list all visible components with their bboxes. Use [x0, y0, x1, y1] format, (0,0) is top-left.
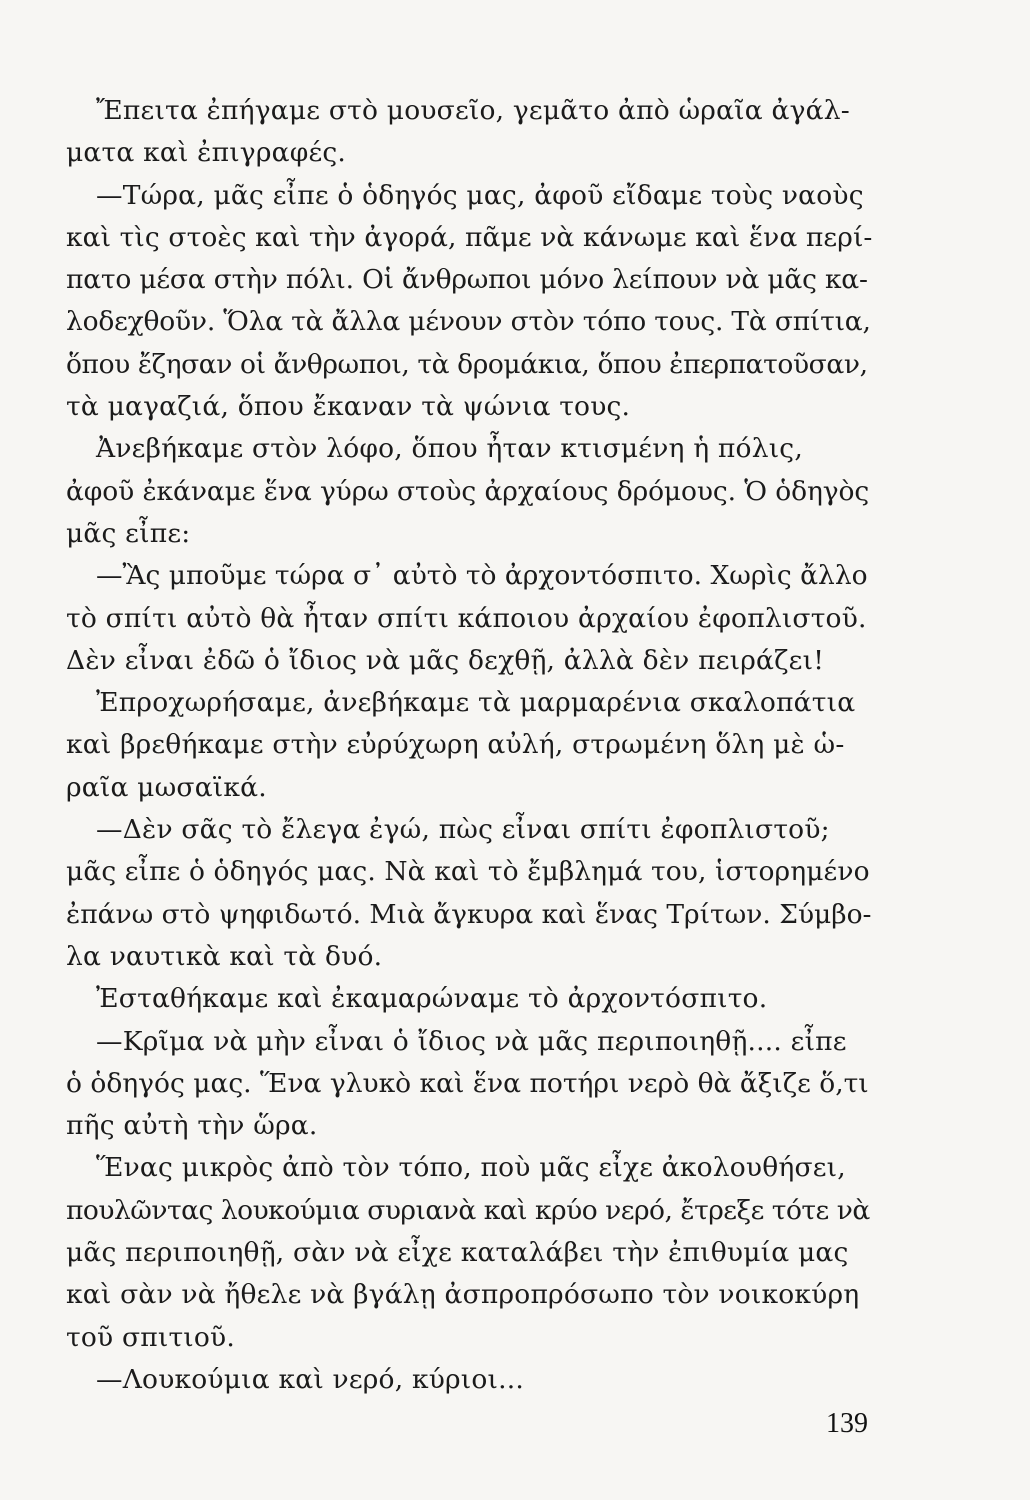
text-line: λα ναυτικὰ καὶ τὰ δυό. — [66, 940, 383, 972]
text-line: ραῖα μωσαϊκά. — [66, 771, 267, 803]
text-line: —Λουκούμια καὶ νερό, κύριοι... — [96, 1363, 525, 1395]
text-line: καὶ τὶς στοὲς καὶ τὴν ἀγορά, πᾶμε νὰ κάνωμε καὶ ἕνα περί- — [66, 221, 873, 253]
text-line: καὶ βρεθήκαμε στὴν εὐρύχωρη αὐλή, στρωμένη ὅλη μὲ ὡ- — [66, 729, 845, 761]
text-line: τὰ μαγαζιά, ὅπου ἔκαναν τὰ ψώνια τους. — [66, 391, 631, 423]
text-line: ὁ ὁδηγός μας. Ἕνα γλυκὸ καὶ ἕνα ποτήρι νερὸ θὰ ἄξιζε ὅ,τι — [66, 1067, 869, 1099]
text-line: καὶ σὰν νὰ ἤθελε νὰ βγάλῃ ἀσπροπρόσωπο τὸν νοικοκύρη — [66, 1279, 860, 1311]
text-line: ὅπου ἔζησαν οἱ ἄνθρωποι, τὰ δρομάκια, ὅπου ἐπερπατοῦσαν, — [66, 348, 868, 380]
text-line: —Δὲν σᾶς τὸ ἔλεγα ἐγώ, πὼς εἶναι σπίτι ἐφοπλιστοῦ; — [96, 814, 830, 846]
text-line: μᾶς εἶπε ὁ ὁδηγός μας. Νὰ καὶ τὸ ἔμβλημά του, ἱστορημένο — [66, 856, 870, 888]
page-number: 139 — [826, 1408, 868, 1439]
text-line: Ἔπειτα ἐπήγαμε στὸ μουσεῖο, γεμᾶτο ἀπὸ ὡραῖα ἀγάλ- — [96, 95, 850, 126]
text-line: Ἀνεβήκαμε στὸν λόφο, ὅπου ἦταν κτισμένη ἡ πόλις, — [96, 433, 803, 465]
text-line: μᾶς εἶπε: — [66, 517, 191, 549]
text-line: Ἐσταθήκαμε καὶ ἐκαμαρώναμε τὸ ἀρχοντόσπιτο. — [96, 983, 768, 1015]
text-line: —Ἂς μποῦμε τώρα σ᾽ αὐτὸ τὸ ἀρχοντόσπιτο. Χωρὶς ἄλλο — [96, 560, 868, 592]
text-line: τοῦ σπιτιοῦ. — [66, 1321, 235, 1353]
text-line: πουλῶντας λουκούμια συριανὰ καὶ κρύο νερό, ἔτρεξε τότε νὰ — [66, 1194, 870, 1226]
text-line: τὸ σπίτι αὐτὸ θὰ ἦταν σπίτι κάποιου ἀρχαίου ἐφοπλιστοῦ. — [66, 602, 867, 634]
text-line: —Τώρα, μᾶς εἶπε ὁ ὁδηγός μας, ἀφοῦ εἴδαμε τοὺς ναοὺς — [96, 179, 864, 211]
text-line: πατο μέσα στὴν πόλι. Οἱ ἄνθρωποι μόνο λείπουν νὰ μᾶς κα- — [66, 264, 868, 296]
text-line: μᾶς περιποιηθῇ, σὰν νὰ εἶχε καταλάβει τὴν ἐπιθυμία μας — [66, 1237, 849, 1269]
text-line: ἐπάνω στὸ ψηφιδωτό. Μιὰ ἄγκυρα καὶ ἕνας Τρίτων. Σύμβο- — [66, 898, 872, 930]
text-line: Ἐπροχωρήσαμε, ἀνεβήκαμε τὰ μαρμαρένια σκαλοπάτια — [96, 687, 856, 719]
text-line: —Κρῖμα νὰ μὴν εἶναι ὁ ἴδιος νὰ μᾶς περιποιηθῇ.... εἶπε — [96, 1025, 847, 1057]
text-line: ματα καὶ ἐπιγραφές. — [66, 137, 347, 169]
text-line: λοδεχθοῦν. Ὅλα τὰ ἄλλα μένουν στὸν τόπο τους. Τὰ σπίτια, — [66, 306, 871, 338]
text-line: Δὲν εἶναι ἐδῶ ὁ ἴδιος νὰ μᾶς δεχθῇ, ἀλλὰ δὲν πειράζει! — [66, 644, 825, 676]
text-line: ἀφοῦ ἐκάναμε ἕνα γύρω στοὺς ἀρχαίους δρόμους. Ὁ ὁδηγὸς — [66, 475, 870, 507]
text-line: Ἕνας μικρὸς ἀπὸ τὸν τόπο, ποὺ μᾶς εἶχε ἀκολουθήσει, — [96, 1152, 846, 1184]
body-text — [66, 90, 872, 1401]
text-line: πῆς αὐτὴ τὴν ὥρα. — [66, 1110, 318, 1142]
